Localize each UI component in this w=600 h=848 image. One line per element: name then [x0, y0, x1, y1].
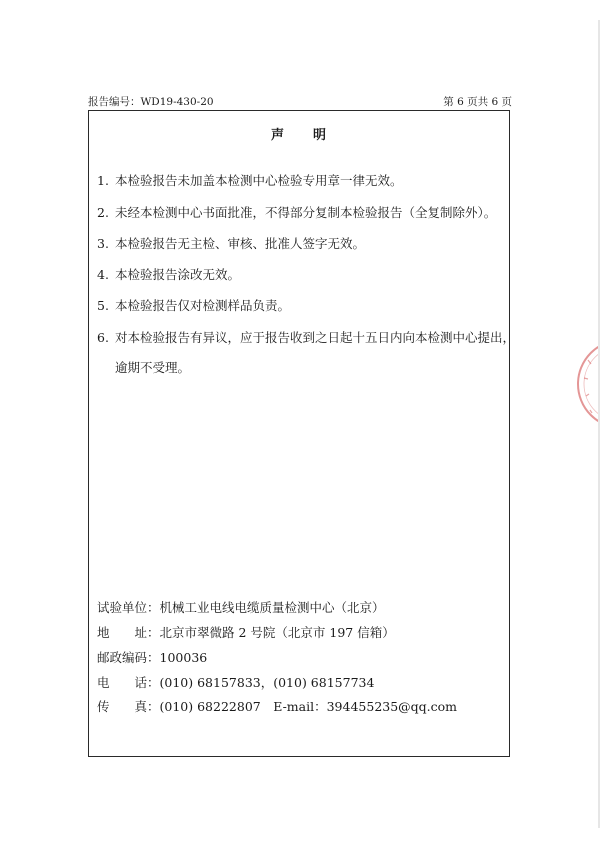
declaration-title: 声 明: [270, 128, 327, 143]
report-number: 报告编号：WD19-430-20: [88, 96, 214, 108]
statement-item: [97, 266, 240, 283]
seal-stamp: [566, 338, 600, 430]
statement-number: 4.: [97, 267, 109, 282]
statement-item: [97, 297, 290, 314]
contact-address-value: 北京市翠微路 2 号院（北京市 197 信箱）: [159, 625, 395, 640]
statement-number: 6.: [97, 330, 109, 345]
statement-number: 3.: [97, 236, 109, 251]
contact-fax-label: 传 真：: [97, 699, 160, 714]
contact-postal-label: 邮政编码：: [97, 650, 160, 665]
statement-item: [97, 235, 365, 252]
contact-unit-value: 机械工业电线电缆质量检测中心（北京）: [159, 600, 385, 615]
contact-postal: [97, 649, 207, 666]
declaration-frame: [88, 110, 516, 757]
statement-continuation: 逾期不受理。: [115, 360, 191, 375]
statement-number: 5.: [97, 298, 109, 313]
contact-address-label: 地 址：: [97, 625, 160, 640]
contact-address: [97, 624, 395, 641]
statement-text: 未经本检测中心书面批准，不得部分复制本检验报告（全复制除外）。: [115, 205, 497, 220]
contact-phone-value: (010) 68157833，(010) 68157734: [159, 675, 375, 690]
contact-phone-label: 电 话：: [97, 675, 160, 690]
statement-text: 对本检验报告有异议，应于报告收到之日起十五日内向本检测中心提出，: [115, 330, 516, 345]
seal-stamp-graphic: [566, 338, 600, 430]
page-header: [88, 95, 512, 109]
contact-fax-value: (010) 68222807 E-mail：394455235@qq.com: [159, 699, 458, 714]
statement-text: 本检验报告仅对检测样品负责。: [115, 298, 291, 313]
statement-text: 本检验报告涂改无效。: [115, 267, 241, 282]
contact-fax: [97, 698, 457, 715]
statement-item: [97, 172, 403, 189]
statement-text: 本检验报告无主检、审核、批准人签字无效。: [115, 236, 366, 251]
contact-postal-value: 100036: [159, 650, 208, 665]
contact-unit-label: 试验单位：: [97, 600, 160, 615]
statement-number: 1.: [97, 173, 109, 188]
contact-unit: [97, 599, 385, 616]
page-number: 第 6 页共 6 页: [443, 96, 512, 108]
statement-item: [97, 204, 496, 221]
statement-text: 本检验报告未加盖本检测中心检验专用章一律无效。: [115, 173, 403, 188]
contact-phone: [97, 674, 374, 691]
statement-item: [97, 329, 515, 346]
statement-number: 2.: [97, 205, 109, 220]
